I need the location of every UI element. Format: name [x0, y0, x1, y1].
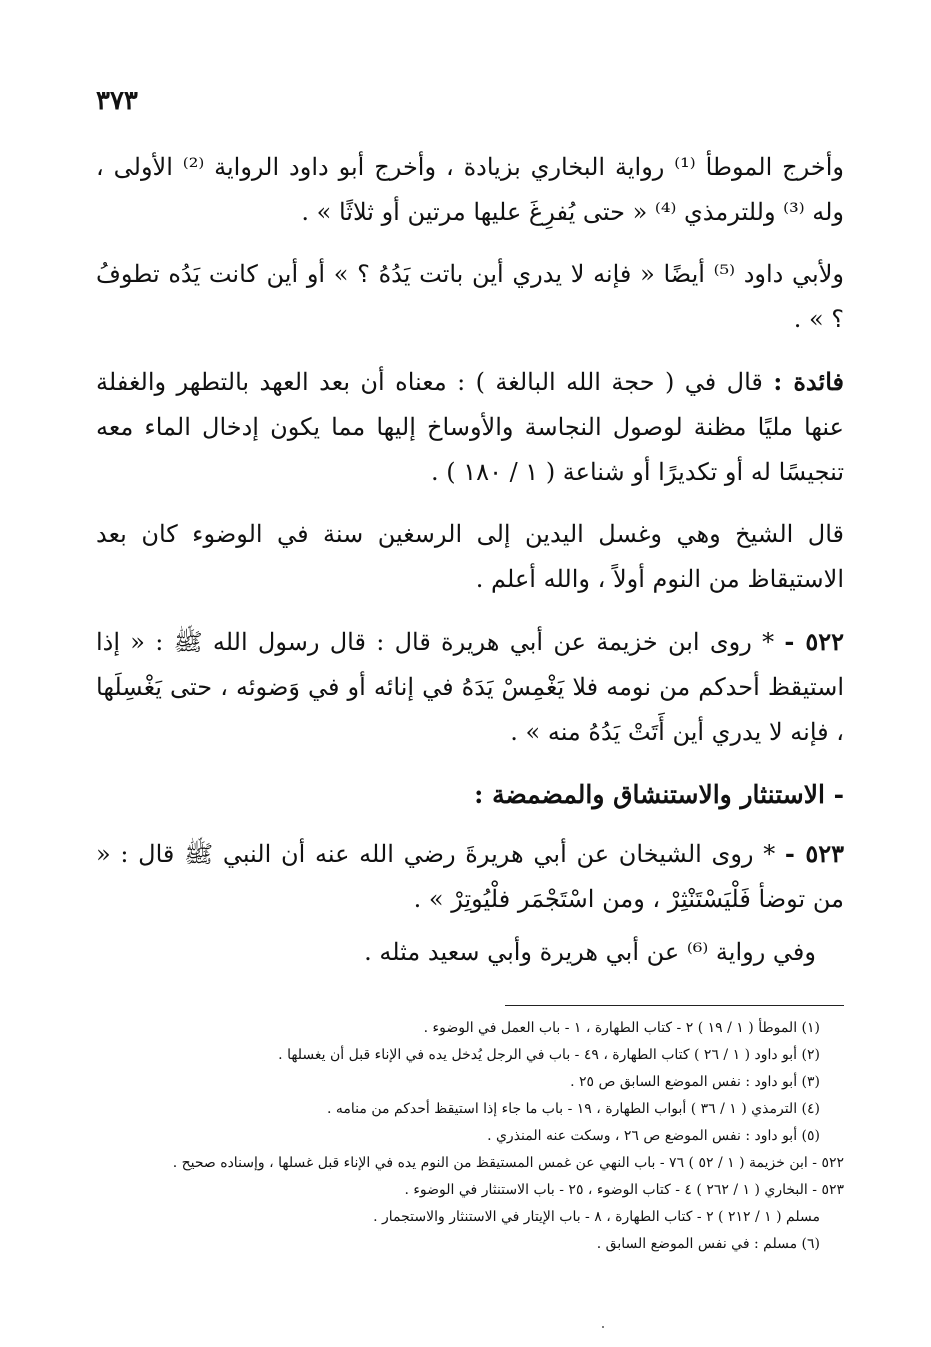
hadith-523-number: ٥٢٣ - — [784, 839, 844, 868]
paragraph-4: قال الشيخ وهي وغسل اليدين إلى الرسغين سنة في الوضوء كان بعد الاستيقاظ من النوم أولاً ، والله أعلم . — [96, 520, 844, 593]
page-number: ٣٧٣ — [96, 86, 138, 116]
hadith-523-text: * روى الشيخان عن أبي هريرةَ رضي الله عنه أن النبي ﷺ قال : « من توضأ فَلْيَسْتَنْثِرْ ، ومن اسْتَجْمَر فلْيُوتِرْ » . — [96, 840, 844, 913]
fa-ida-text: قال في ( حجة الله البالغة ) : معناه أن بعد العهد بالتطهر والغفلة عنها مليًا مظنة لوصول النجاسة والأوساخ إليها مما يكون إدخال الماء معه تنجيسًا له أو تكديرًا أو شناعة ( ١ / ١٨٠ ) . — [96, 368, 844, 486]
paragraph-1: وأخرج الموطأ ⁽¹⁾ رواية البخاري بزيادة ، وأخرج أبو داود الرواية ⁽²⁾ الأولى ، وله ⁽³⁾ وللترمذي ⁽⁴⁾ « حتى يُفرِغَ عليها مرتين أو ثلاثًا » . — [96, 153, 844, 226]
footnote-2: (٢) أبو داود ( ١ / ٢٦ ) كتاب الطهارة ، ٤٩ - باب في الرجل يُدخل يده في الإناء قبل أن يغسلها . — [278, 1047, 820, 1063]
fa-ida-label: فائدة : — [773, 367, 844, 396]
page-speck — [602, 1326, 604, 1328]
footnote-4: (٤) الترمذي ( ١ / ٣٦ ) أبواب الطهارة ، ١٩ - باب ما جاء إذا استيقظ أحدكم من منامه . — [327, 1101, 820, 1117]
footnote-5: (٥) أبو داود : نفس الموضع ص ٢٦ ، وسكت عنه المنذري . — [487, 1128, 820, 1144]
footnote-divider — [505, 1005, 844, 1006]
hadith-522-number: ٥٢٢ - — [784, 627, 844, 656]
footnote-523-muslim: مسلم ( ١ / ٢١٢ ) ٢ - كتاب الطهارة ، ٨ - باب الإيتار في الاستنثار والاستجمار . — [373, 1209, 820, 1225]
footnote-1: (١) الموطأ ( ١ / ١٩ ) ٢ - كتاب الطهارة ، ١ - باب العمل في الوضوء . — [423, 1020, 820, 1036]
footnotes — [96, 1015, 844, 1258]
paragraph-fa-ida — [96, 359, 844, 495]
main-text — [96, 145, 844, 992]
hadith-522-text: * روى ابن خزيمة عن أبي هريرة قال : قال رسول الله ﷺ : « إذا استيقظ أحدكم من نومه فلا يَغْمِسْ يَدَهُ في إنائه أو في وَضوئه ، حتى يَغْسِلَها ، فإنه لا يدري أين أَتَتْ يَدُهُ منه » . — [96, 628, 845, 746]
footnote-6: (٦) مسلم : في نفس الموضع السابق . — [596, 1236, 820, 1252]
hadith-523 — [96, 831, 844, 922]
hadith-522 — [96, 619, 844, 755]
footnote-3: (٣) أبو داود : نفس الموضع السابق ص ٢٥ . — [570, 1074, 820, 1090]
section-heading: - الاستنثار والاستنشاق والمضمضة : — [474, 780, 844, 809]
paragraph-2: ولأبي داود ⁽⁵⁾ أيضًا « فإنه لا يدري أين باتت يَدُهُ ؟ » أو أين كانت يَدُه تطوفُ ؟ » . — [96, 260, 845, 333]
footnote-522: ٥٢٢ - ابن خزيمة ( ١ / ٥٢ ) ٧٦ - باب النهي عن غمس المستيقظ من النوم يده في الإناء قبل غسلها ، وإسناده صحيح . — [172, 1155, 844, 1171]
paragraph-7: وفي رواية ⁽⁶⁾ عن أبي هريرة وأبي سعيد مثله . — [364, 938, 816, 966]
footnote-523: ٥٢٣ - البخاري ( ١ / ٢٦٢ ) ٤ - كتاب الوضوء ، ٢٥ - باب الاستنثار في الوضوء . — [404, 1182, 844, 1198]
